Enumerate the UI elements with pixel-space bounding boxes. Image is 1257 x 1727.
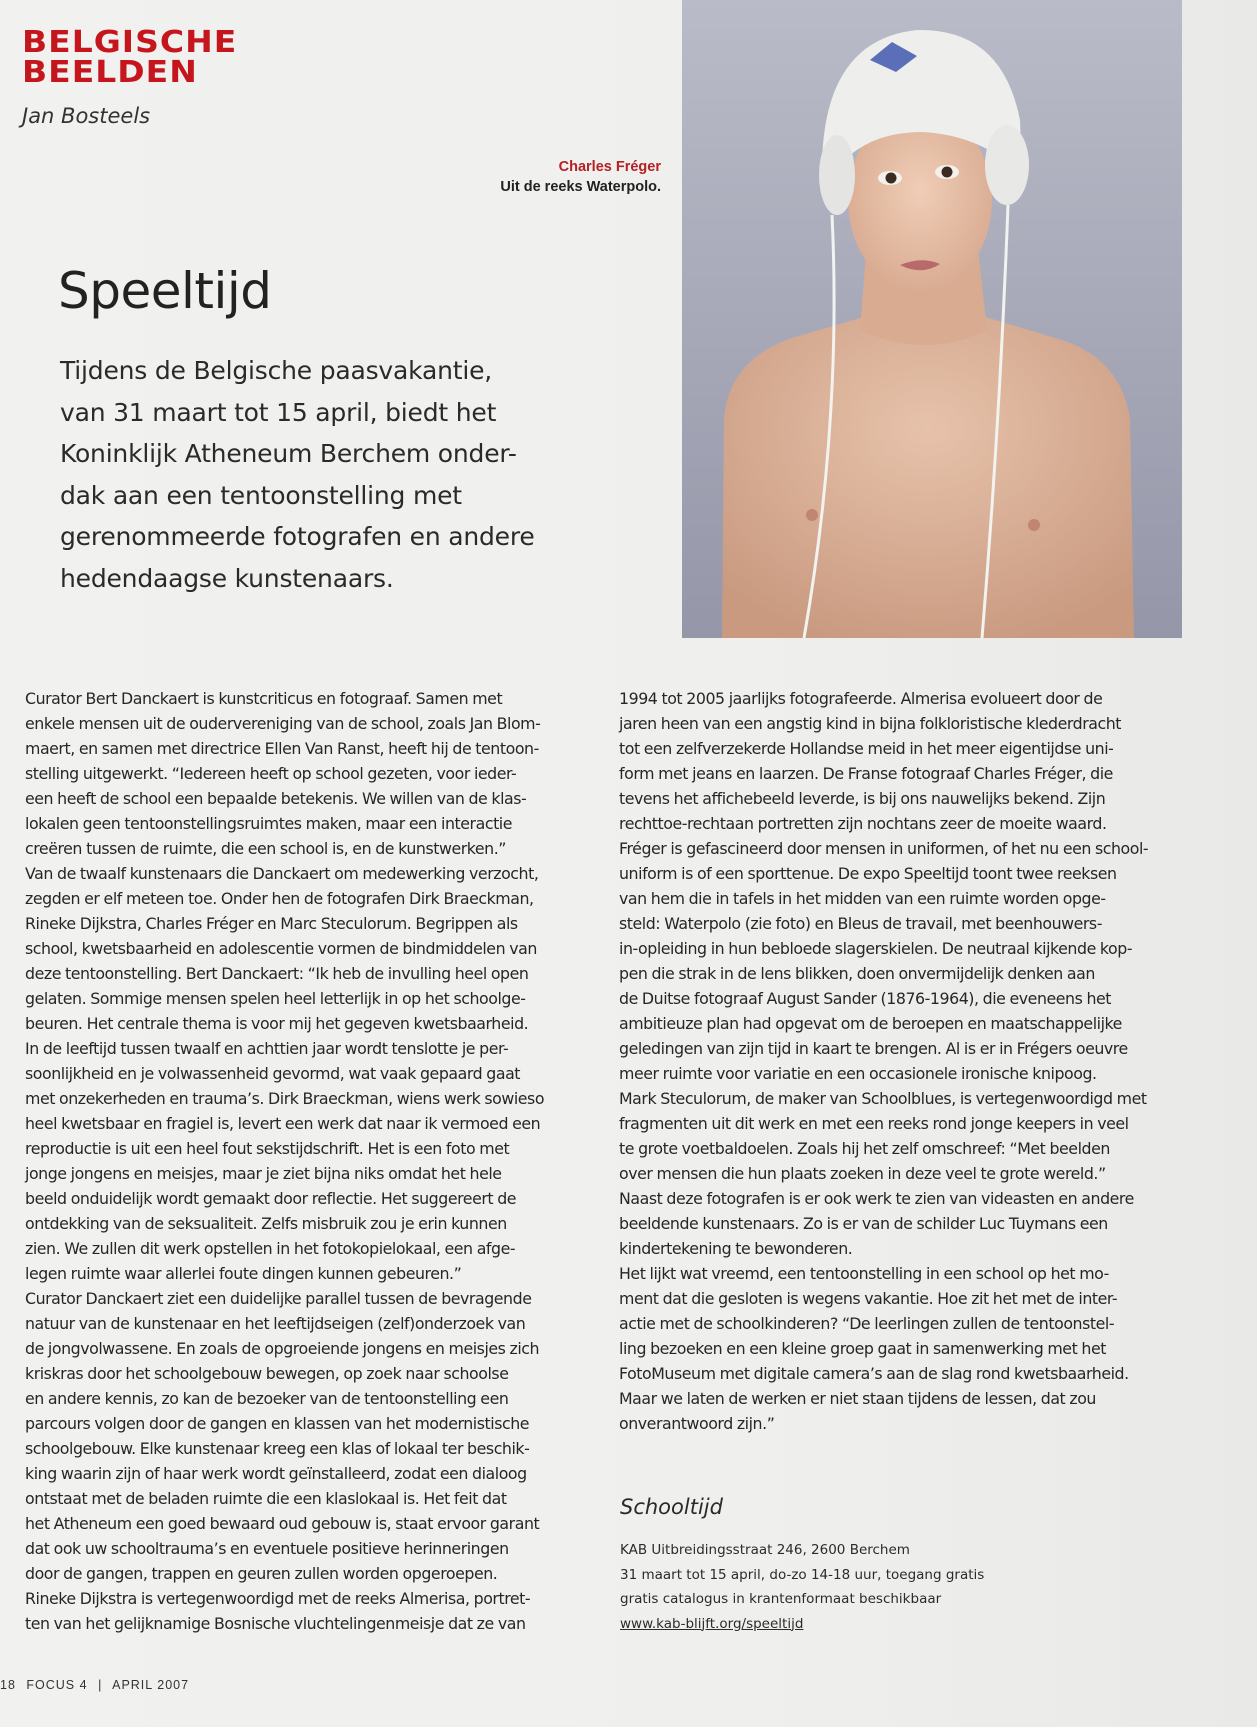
article-headline: Speeltijd xyxy=(58,262,272,320)
body-text-line: rechttoe-rechtaan portretten zijn nochtans zeer de moeite waard. xyxy=(619,814,1107,833)
body-text-line: lokalen geen tentoonstellingsruimtes maken, maar een interactie xyxy=(25,814,513,833)
caption-series: Uit de reeks Waterpolo. xyxy=(500,179,661,195)
body-text-line: ontstaat met de beladen ruimte die een klaslokaal is. Het feit dat xyxy=(25,1489,507,1508)
issue-date: APRIL 2007 xyxy=(112,1678,190,1692)
body-text-line: zegden er elf meteen toe. Onder hen de fotografen Dirk Braeckman, xyxy=(25,889,534,908)
body-text-line: beuren. Het centrale thema is voor mij het gegeven kwetsbaarheid. xyxy=(25,1014,529,1033)
body-text-line: natuur van de kunstenaar en het leeftijdseigen (zelf)onderzoek van xyxy=(25,1314,526,1333)
body-text-line: beeldende kunstenaars. Zo is er van de schilder Luc Tuymans een xyxy=(619,1214,1108,1233)
body-text-line: fragmenten uit dit werk en met een reeks rond jonge keepers in veel xyxy=(619,1114,1129,1133)
body-text-line: Mark Steculorum, de maker van Schoolblues, is vertegenwoordigd met xyxy=(619,1089,1147,1108)
portrait-illustration xyxy=(682,0,1182,638)
body-text-line: over mensen die hun plaats zoeken in deze veel te grote wereld.” xyxy=(619,1164,1106,1183)
page-footer xyxy=(0,1678,195,1692)
body-text-line: van hem die in tafels in het midden van een ruimte worden opge- xyxy=(619,889,1106,908)
article-column-left xyxy=(25,686,590,1636)
body-text-line: Fréger is gefascineerd door mensen in uniformen, of het nu een school- xyxy=(619,839,1149,858)
author-name: Jan Bosteels xyxy=(22,104,151,128)
body-text-line: zien. We zullen dit werk opstellen in het fotokopielokaal, een afge- xyxy=(25,1239,516,1258)
body-text-line: jonge jongens en meisjes, maar je ziet bijna niks omdat het hele xyxy=(25,1164,502,1183)
body-text-line: actie met de schoolkinderen? “De leerlingen zullen de tentoonstel- xyxy=(619,1314,1115,1333)
body-text-line: schoolgebouw. Elke kunstenaar kreeg een klas of lokaal ter beschik- xyxy=(25,1439,530,1458)
body-text-line: in-opleiding in hun bebloede slagerskielen. De neutraal kijkende kop- xyxy=(619,939,1133,958)
section-title-line-1: BELGISCHE xyxy=(22,23,238,60)
magazine-name: FOCUS 4 xyxy=(26,1678,88,1692)
caption-photographer: Charles Fréger xyxy=(558,159,661,175)
body-text-line: form met jeans en laarzen. De Franse fotograaf Charles Fréger, die xyxy=(619,764,1113,783)
lead-line: gerenommeerde fotografen en andere xyxy=(60,522,535,551)
body-text-line: Naast deze fotografen is er ook werk te zien van videasten en andere xyxy=(619,1189,1134,1208)
body-text-line: pen die strak in de lens blikken, doen onvermijdelijk denken aan xyxy=(619,964,1095,983)
body-text-line: reproductie is uit een heel fout sekstijdschrift. Het is een foto met xyxy=(25,1139,510,1158)
body-text-line: de Duitse fotograaf August Sander (1876-1964), die eveneens het xyxy=(619,989,1112,1008)
body-text-line: maert, en samen met directrice Ellen Van Ranst, heeft hij de tentoon- xyxy=(25,739,539,758)
body-text-line: deze tentoonstelling. Bert Danckaert: “Ik heb de invulling heel open xyxy=(25,964,529,983)
body-text-line: kriskras door het schoolgebouw bewegen, op zoek naar schoolse xyxy=(25,1364,509,1383)
info-address: KAB Uitbreidingsstraat 246, 2600 Berchem xyxy=(620,1542,910,1558)
body-text-line: king waarin zijn of haar werk wordt geïnstalleerd, zodat een dialoog xyxy=(25,1464,527,1483)
info-dates: 31 maart tot 15 april, do-zo 14-18 uur, toegang gratis xyxy=(620,1566,985,1583)
body-text-line: tevens het affichebeeld leverde, is bij ons nauwelijks bekend. Zijn xyxy=(619,789,1106,808)
page-number: 18 xyxy=(0,1678,16,1692)
body-text-line: parcours volgen door de gangen en klassen van het modernistische xyxy=(25,1414,530,1433)
body-text-line: creëren tussen de ruimte, die een school is, en de kunstwerken.” xyxy=(25,839,507,858)
body-text-line: meer ruimte voor variatie en een occasionele ironische knipoog. xyxy=(619,1064,1097,1083)
body-text-line: onverantwoord zijn.” xyxy=(619,1414,775,1433)
info-box xyxy=(620,1538,984,1636)
body-text-line: beeld onduidelijk wordt gemaakt door reflectie. Het suggereert de xyxy=(25,1189,517,1208)
body-text-line: tot een zelfverzekerde Hollandse meid in het meer eigentijdse uni- xyxy=(619,739,1114,758)
footer-separator: | xyxy=(98,1678,103,1692)
body-text-line: enkele mensen uit de oudervereniging van de school, zoals Jan Blom- xyxy=(25,714,541,733)
body-text-line: steld: Waterpolo (zie foto) en Bleus de travail, met beenhouwers- xyxy=(619,914,1102,933)
article-lead xyxy=(60,350,600,599)
body-text-line: soonlijkheid en je volwassenheid gevormd, wat vaak gepaard gaat xyxy=(25,1064,521,1083)
body-text-line: Maar we laten de werken er niet staan tijdens de lessen, dat zou xyxy=(619,1389,1096,1408)
portrait-photo xyxy=(682,0,1182,638)
section-title-line-2: BEELDEN xyxy=(22,53,198,90)
info-catalogue: gratis catalogus in krantenformaat beschikbaar xyxy=(620,1591,942,1607)
lead-line: dak aan een tentoonstelling met xyxy=(60,480,462,510)
body-text-line: Rineke Dijkstra is vertegenwoordigd met de reeks Almerisa, portret- xyxy=(25,1589,531,1608)
section-title xyxy=(22,23,342,90)
body-text-line: ment dat die gesloten is wegens vakantie. Hoe zit het met de inter- xyxy=(619,1289,1118,1308)
body-text-line: ambitieuze plan had opgevat om de beroepen en maatschappelijke xyxy=(619,1014,1122,1033)
lead-line: Koninklijk Atheneum Berchem onder- xyxy=(60,439,517,468)
body-text-line: gelaten. Sommige mensen spelen heel letterlijk in op het schoolge- xyxy=(25,989,526,1008)
body-text-line: heel kwetsbaar en fragiel is, levert een werk dat naar ik vermoed een xyxy=(25,1114,541,1133)
body-text-line: kindertekening te bewonderen. xyxy=(619,1239,853,1258)
body-text-line: In de leeftijd tussen twaalf en achttien jaar wordt tenslotte je per- xyxy=(25,1039,509,1058)
body-text-line: dat ook uw schooltrauma’s en eventuele positieve herinneringen xyxy=(25,1539,509,1558)
body-text-line: stelling uitgewerkt. “Iedereen heeft op school gezeten, voor ieder- xyxy=(25,764,517,783)
body-text-line: te grote voetbaldoelen. Zoals hij het zelf omschreef: “Met beelden xyxy=(619,1139,1110,1158)
body-text-line: door de gangen, trappen en geuren zullen worden opgeroepen. xyxy=(25,1564,498,1583)
photo-caption xyxy=(500,157,661,197)
body-text-line: met onzekerheden en trauma’s. Dirk Braeckman, wiens werk sowieso xyxy=(25,1089,545,1108)
body-text-line: een heeft de school een bepaalde betekenis. We willen van de klas- xyxy=(25,789,527,808)
body-text-line: Curator Danckaert ziet een duidelijke parallel tussen de bevragende xyxy=(25,1289,532,1308)
body-text-line: de jongvolwassene. En zoals de opgroeiende jongens en meisjes zich xyxy=(25,1339,540,1358)
body-text-line: uniform is of een sporttenue. De expo Speeltijd toont twee reeksen xyxy=(619,864,1117,883)
body-text-line: 1994 tot 2005 jaarlijks fotografeerde. Almerisa evolueert door de xyxy=(619,689,1103,708)
body-text-line: en andere kennis, zo kan de bezoeker van de tentoonstelling een xyxy=(25,1389,509,1408)
body-text-line: Van de twaalf kunstenaars die Danckaert om medewerking verzocht, xyxy=(25,864,539,883)
body-text-line: Het lijkt wat vreemd, een tentoonstelling in een school op het mo- xyxy=(619,1264,1109,1283)
info-website-link[interactable]: www.kab-blijft.org/speeltijd xyxy=(620,1615,804,1632)
lead-line: van 31 maart tot 15 april, biedt het xyxy=(60,397,497,427)
body-text-line: school, kwetsbaarheid en adolescentie vormen de bindmiddelen van xyxy=(25,939,537,958)
body-text-line: geledingen van zijn tijd in kaart te brengen. Al is er in Frégers oeuvre xyxy=(619,1039,1128,1058)
body-text-line: legen ruimte waar allerlei foute dingen kunnen gebeuren.” xyxy=(25,1264,462,1283)
body-text-line: FotoMuseum met digitale camera’s aan de slag rond kwetsbaarheid. xyxy=(619,1364,1129,1383)
body-text-line: Curator Bert Danckaert is kunstcriticus en fotograaf. Samen met xyxy=(25,689,503,708)
body-text-line: Rineke Dijkstra, Charles Fréger en Marc Steculorum. Begrippen als xyxy=(25,914,518,933)
body-text-line: ontdekking van de seksualiteit. Zelfs misbruik zou je erin kunnen xyxy=(25,1214,507,1233)
info-box-title: Schooltijd xyxy=(620,1495,723,1519)
article-column-right xyxy=(619,686,1209,1436)
body-text-line: het Atheneum een goed bewaard oud gebouw is, staat ervoor garant xyxy=(25,1514,540,1533)
lead-line: Tijdens de Belgische paasvakantie, xyxy=(60,356,493,385)
body-text-line: ling bezoeken en een kleine groep gaat in samenwerking met het xyxy=(619,1339,1106,1358)
body-text-line: jaren heen van een angstig kind in bijna folkloristische klederdracht xyxy=(619,714,1122,733)
lead-line: hedendaagse kunstenaars. xyxy=(60,563,394,593)
body-text-line: ten van het gelijknamige Bosnische vluchtelingenmeisje dat ze van xyxy=(25,1614,526,1633)
